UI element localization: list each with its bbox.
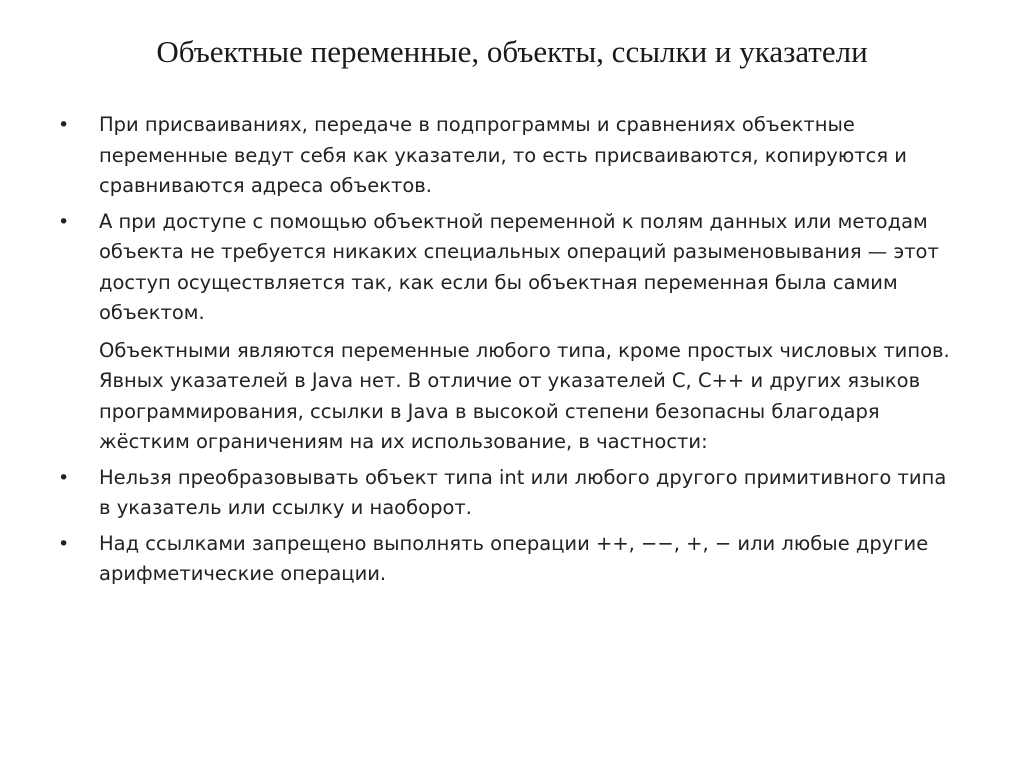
slide-body bbox=[56, 110, 956, 595]
bullet-item bbox=[56, 529, 956, 590]
bullet-text: А при доступе с помощью объектной переменной к полям данных или методам объекта не требуется никаких специальных операций разыменовывания — этот доступ осуществляется так, как если бы объектная переменная была самим объектом. bbox=[99, 209, 939, 324]
bullet-dot-icon: • bbox=[58, 466, 70, 489]
bullet-item bbox=[56, 207, 956, 329]
bullet-dot-icon: • bbox=[58, 532, 70, 555]
bullet-text: При присваиваниях, передаче в подпрограммы и сравнениях объектные переменные ведут себя как указатели, то есть присваиваются, копируются и сравниваются адреса объектов. bbox=[99, 113, 907, 197]
bullet-dot-icon: • bbox=[58, 210, 70, 233]
slide-title: Объектные переменные, объекты, ссылки и указатели bbox=[156, 34, 868, 69]
bullet-item bbox=[56, 463, 956, 524]
body-paragraph bbox=[56, 336, 956, 458]
bullet-text: Нельзя преобразовывать объект типа int или любого другого примитивного типа в указатель или ссылку и наоборот. bbox=[99, 465, 947, 519]
bullet-text: Над ссылками запрещено выполнять операции ++, −−, +, − или любые другие арифметические операции. bbox=[99, 531, 929, 585]
bullet-dot-icon: • bbox=[58, 114, 70, 136]
bullet-item bbox=[56, 110, 956, 202]
paragraph-text: Объектными являются переменные любого типа, кроме простых числовых типов. Явных указателей в Java нет. В отличие от указателей C, C++ и других языков программирования, ссылки в Java в высокой степени безопасны благодаря жёстким ограничениям на их использование, в частности: bbox=[99, 338, 950, 453]
